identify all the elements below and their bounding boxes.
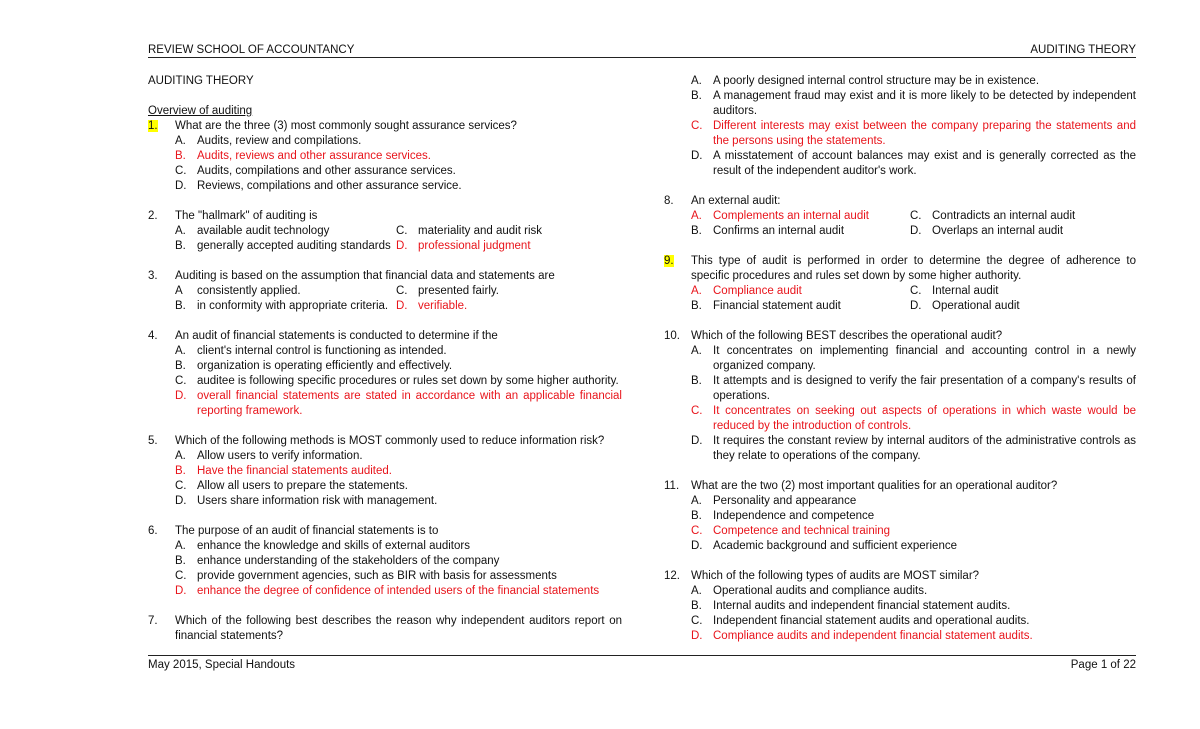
option-answer: B. Audits, reviews and other assurance services. [175, 150, 431, 162]
option-answer: A. Compliance audit [691, 285, 802, 297]
question-9 [664, 254, 1136, 284]
option: C. provide government agencies, such as BIR with basis for assessments [175, 570, 557, 582]
option: A. Allow users to verify information. [175, 450, 363, 462]
option-row [664, 299, 1136, 314]
question-text: Which of the following best describes the reason why independent auditors report on financial statements? [175, 615, 622, 642]
option: A. A poorly designed internal control structure may be in existence. [691, 75, 1040, 87]
option-answer: C. Different interests may exist between the company preparing the statements and the persons using the statements. [691, 120, 1136, 147]
option: D. Users share information risk with management. [175, 495, 438, 507]
option: C. Allow all users to prepare the statements. [175, 480, 408, 492]
question-number-highlight: 9. [664, 255, 674, 267]
option: A. Personality and appearance [691, 495, 857, 507]
question-1 [148, 119, 622, 134]
option: C. Independent financial statement audits and operational audits. [691, 615, 1030, 627]
option-row [148, 224, 622, 239]
option-row [664, 224, 1136, 239]
option-answer: C. It concentrates on seeking out aspects of operations in which waste would be reduced by the introduction of controls. [691, 405, 1136, 432]
option-answer: B. Have the financial statements audited. [175, 465, 392, 477]
option: B. generally accepted auditing standards [175, 240, 391, 252]
option: D. Operational audit [910, 300, 1020, 312]
question-text: Which of the following methods is MOST commonly used to reduce information risk? [175, 435, 605, 447]
question-text: What are the two (2) most important qualities for an operational auditor? [691, 480, 1058, 492]
left-column [148, 74, 622, 644]
option-row [148, 299, 622, 314]
question-text: Auditing is based on the assumption that financial data and statements are [175, 270, 555, 282]
option: B. It attempts and is designed to verify the fair presentation of a company's results of operations. [691, 375, 1136, 402]
option: B. enhance understanding of the stakeholders of the company [175, 555, 500, 567]
option: C. Audits, compilations and other assurance services. [175, 165, 456, 177]
question-number-highlight: 1. [148, 120, 158, 132]
header-subject: AUDITING THEORY [1030, 44, 1136, 56]
option: D. A misstatement of account balances may exist and is generally corrected as the result of the independent auditor's work. [691, 150, 1136, 177]
option: C. Contradicts an internal audit [910, 210, 1076, 222]
document-page [148, 0, 1136, 729]
option: A. Audits, review and compilations. [175, 135, 362, 147]
option-row [664, 209, 1136, 224]
question-6: 6. The purpose of an audit of financial statements is to [148, 524, 622, 539]
question-text: Which of the following types of audits are MOST similar? [691, 570, 980, 582]
option: B. Financial statement audit [691, 300, 841, 312]
option: C. Internal audit [910, 285, 999, 297]
option-answer: D. overall financial statements are stated in accordance with an applicable financial reporting framework. [175, 390, 622, 417]
question-text: What are the three (3) most commonly sought assurance services? [175, 120, 517, 132]
option-answer: D. verifiable. [396, 300, 468, 312]
option: A. enhance the knowledge and skills of external auditors [175, 540, 470, 552]
option: B. Confirms an internal audit [691, 225, 845, 237]
question-text: The purpose of an audit of financial statements is to [175, 525, 439, 537]
option-answer: D. Compliance audits and independent financial statement audits. [691, 630, 1033, 642]
option: B. A management fraud may exist and it is more likely to be detected by independent auditors. [691, 90, 1136, 117]
option-answer: D. enhance the degree of confidence of intended users of the financial statements [175, 585, 600, 597]
option-row [664, 284, 1136, 299]
question-4: 4. An audit of financial statements is conducted to determine if the [148, 329, 622, 344]
option: B. Internal audits and independent financial statement audits. [691, 600, 1011, 612]
question-2: 2. The "hallmark" of auditing is [148, 209, 622, 224]
section-title: AUDITING THEORY [148, 75, 254, 87]
option-row [148, 284, 622, 299]
question-8: 8. An external audit: [664, 194, 1136, 209]
question-text: An audit of financial statements is conducted to determine if the [175, 330, 498, 342]
option: A. available audit technology [175, 225, 330, 237]
option: D. Overlaps an internal audit [910, 225, 1064, 237]
option: D. Academic background and sufficient experience [691, 540, 957, 552]
right-column [664, 74, 1136, 644]
question-3: 3. Auditing is based on the assumption that financial data and statements are [148, 269, 622, 284]
question-text: An external audit: [691, 195, 781, 207]
question-text: Which of the following BEST describes the operational audit? [691, 330, 1003, 342]
header-school: REVIEW SCHOOL OF ACCOUNTANCY [148, 44, 355, 56]
option: C. auditee is following specific procedures or rules set down by some higher authority. [175, 375, 619, 387]
option: D. Reviews, compilations and other assurance service. [175, 180, 462, 192]
option: A. It concentrates on implementing financial and accounting control in a newly organized company. [691, 345, 1136, 372]
question-7: 7. Which of the following best describes the reason why independent auditors report on financial statements? [148, 615, 622, 642]
option: A. Operational audits and compliance audits. [691, 585, 928, 597]
question-text: This type of audit is performed in order to determine the degree of adherence to specific procedures and rules set down by some higher authority. [691, 255, 1136, 282]
question-text: The "hallmark" of auditing is [175, 210, 318, 222]
footer-page-number: Page 1 of 22 [1070, 659, 1136, 671]
question-11: 11. What are the two (2) most important qualities for an operational auditor? [664, 479, 1136, 494]
question-12: 12. Which of the following types of audits are MOST similar? [664, 569, 1136, 584]
subsection-title: Overview of auditing [148, 105, 253, 117]
option: D. It requires the constant review by internal auditors of the administrative controls as they relate to operations of the company. [691, 435, 1136, 462]
page-footer [148, 655, 1136, 671]
option: C. materiality and audit risk [396, 225, 542, 237]
page-header [148, 44, 1136, 58]
option-answer: A. Complements an internal audit [691, 210, 869, 222]
option-answer: C. Competence and technical training [691, 525, 891, 537]
option: C. presented fairly. [396, 285, 499, 297]
question-5: 5. Which of the following methods is MOST commonly used to reduce information risk? [148, 434, 622, 449]
question-10: 10. Which of the following BEST describes the operational audit? [664, 329, 1136, 344]
option: B. Independence and competence [691, 510, 875, 522]
footer-edition: May 2015, Special Handouts [148, 659, 296, 671]
option-answer: D. professional judgment [396, 240, 531, 252]
option: B. organization is operating efficiently and effectively. [175, 360, 453, 372]
option: B. in conformity with appropriate criteria. [175, 300, 389, 312]
option: A. client's internal control is functioning as intended. [175, 345, 447, 357]
option: A consistently applied. [175, 285, 301, 297]
option-row [148, 239, 622, 254]
